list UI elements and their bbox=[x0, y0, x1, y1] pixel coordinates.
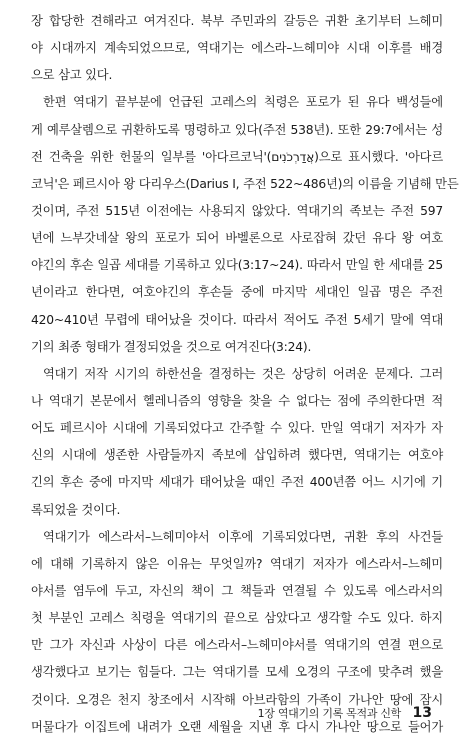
text-line: 신의 시대에 생존한 사람들까지 족보에 삽입하려 했다면, 역대기는 여호야 bbox=[31, 448, 443, 463]
page-footer bbox=[0, 705, 432, 721]
text-line: 으로 삼고 있다. bbox=[31, 68, 113, 83]
text-line: 것이며, 주전 515년 이전에는 사용되지 않았다. 역대기의 족보는 주전 597 bbox=[31, 203, 443, 218]
text-line: 야긴의 후손 일곱 세대를 기록하고 있다(3:17~24). 따라서 만일 한 세대를 25 bbox=[31, 258, 443, 273]
text-line: 전 건축을 위한 헌물의 일부를 '아다르코닉'(אֲדַרְכֹנִים)으로 표시했다. '아다르 bbox=[31, 149, 444, 164]
text-line: 게 예루살렘으로 귀환하도록 명령하고 있다(주전 538년). 또한 29:7에서는 성 bbox=[31, 122, 443, 137]
text-line: 야서를 염두에 두고, 자신의 책이 그 책들과 연결될 수 있도록 에스라서의 bbox=[31, 583, 443, 598]
text-line: 것이다. 오경은 천지 창조에서 시작해 아브라함의 가족이 가나안 땅에 잠시 bbox=[31, 692, 443, 707]
book-page-body bbox=[31, 8, 459, 741]
text-line: 야 시대까지 계속되었으므로, 역대기는 에스라–느헤미야 시대 이후를 배경 bbox=[31, 41, 443, 56]
text-line: 어도 페르시아 시대에 기록되었다고 간주할 수 있다. 만일 역대기 저자가 자 bbox=[31, 421, 443, 436]
paragraph-first-line: 역대기 저작 시기의 하한선을 결정하는 것은 상당히 어려운 문제다. 그러 bbox=[43, 366, 443, 381]
paragraph-first-line: 한편 역대기 끝부분에 언급된 고레스의 칙령은 포로가 된 유다 백성들에 bbox=[43, 95, 443, 110]
text-line: 년이라고 한다면, 여호야긴의 후손들 중에 마지막 세대인 일곱 명은 주전 bbox=[31, 285, 443, 300]
text-line: 기의 최종 형태가 결정되었을 것으로 여겨진다(3:24). bbox=[31, 339, 312, 354]
text-line: 생각했다고 보기는 힘들다. 그는 역대기를 모세 오경의 구조에 맞추려 했을 bbox=[31, 665, 443, 680]
text-line: 록되었을 것이다. bbox=[31, 502, 121, 517]
paragraph-first-line: 역대기가 에스라서–느헤미야서 이후에 기록되었다면, 귀환 후의 사건들 bbox=[43, 529, 443, 544]
text-line: 에 대해 기록하지 않은 이유는 무엇일까? 역대기 저자가 에스라서–느헤미 bbox=[31, 556, 443, 571]
text-line: 년에 느부갓네살 왕의 포로가 되어 바벨론으로 사로잡혀 갔던 유다 왕 여호 bbox=[31, 231, 443, 246]
text-line: 머물다가 이집트에 내려가 오랜 세월을 지낸 후 다시 가나안 땅으로 들어가 bbox=[31, 719, 443, 734]
text-line: 장 합당한 견해라고 여겨진다. 북부 주민과의 갈등은 귀환 초기부터 느헤미 bbox=[31, 14, 443, 28]
running-title: 1장 역대기의 기록 목적과 신학 bbox=[257, 707, 402, 720]
text-line: 만 그가 자신과 사상이 다른 에스라서–느헤미야서를 역대기의 연결 편으로 bbox=[31, 638, 443, 653]
text-line: 긴의 후손 중에 마지막 세대가 태어났을 때인 주전 400년쯤 어느 시기에 기 bbox=[31, 475, 443, 490]
page-number: 13 bbox=[412, 705, 432, 721]
text-line: 420~410년 무렵에 태어났을 것이다. 따라서 적어도 주전 5세기 말에 역대 bbox=[31, 312, 443, 327]
text-line: 나 역대기 본문에서 헬레니즘의 영향을 찾을 수 없다는 점에 주의한다면 적 bbox=[31, 393, 443, 408]
text-line: 첫 부분인 고레스 칙령을 역대기의 끝으로 삼았다고 생각할 수도 있다. 하지 bbox=[31, 611, 443, 626]
text-line: 코닉'은 페르시아 왕 다리우스(Darius I, 주전 522~486년)의 이름을 기념해 만든 bbox=[31, 176, 459, 191]
